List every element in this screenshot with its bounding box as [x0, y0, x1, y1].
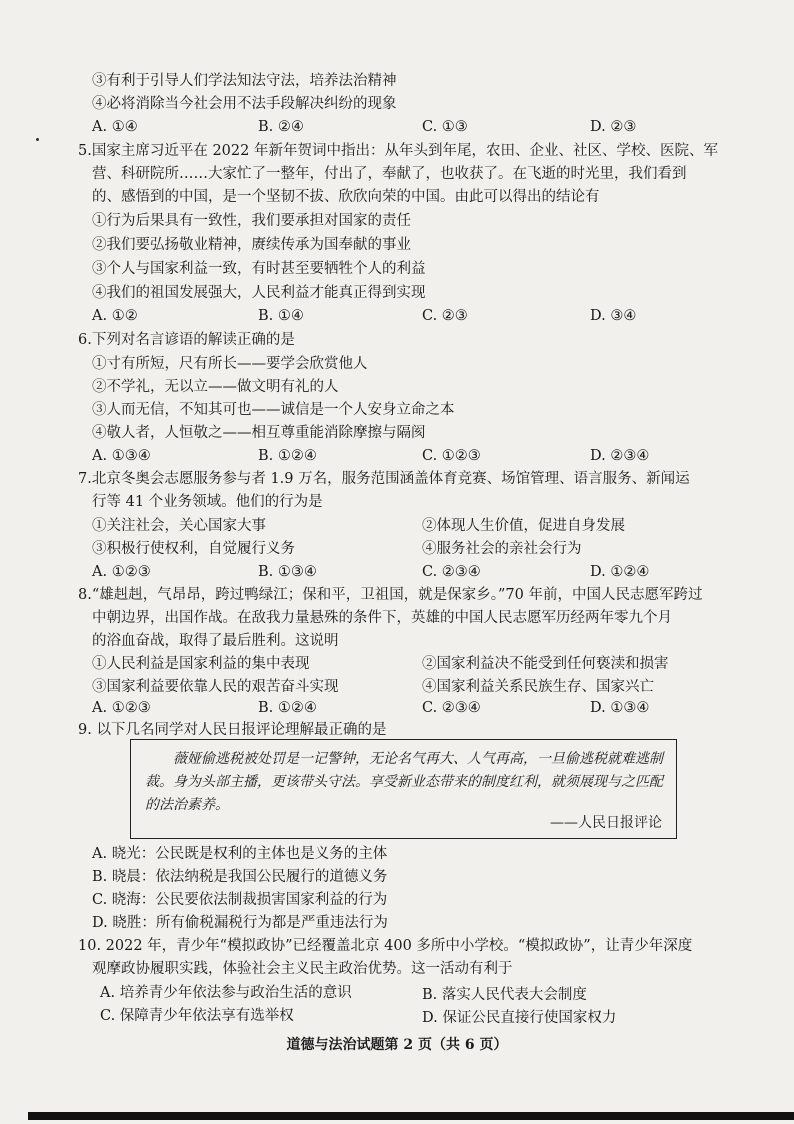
- q6-choice-b: B. ①②④: [258, 448, 317, 464]
- q9-choice-c: C. 晓海：公民要依法制裁损害国家利益的行为: [92, 892, 388, 908]
- quote-box: [130, 739, 677, 839]
- q7-option-3: ③积极行使权利，自觉履行义务: [92, 541, 295, 557]
- q6-option-4: ④敬人者，人恒敬之——相互尊重能消除摩擦与隔阂: [92, 425, 426, 441]
- page-footer: 道德与法治试题第 2 页（共 6 页）: [286, 1037, 508, 1053]
- q7-choice-d: D. ①②④: [590, 564, 650, 580]
- q9-choice-d: D. 晓胜：所有偷税漏税行为都是严重违法行为: [92, 915, 388, 931]
- q5-choice-d: D. ③④: [590, 308, 637, 324]
- q10-choice-a: A. 培养青少年依法参与政治生活的意识: [100, 985, 352, 1001]
- prev-choice-a: A. ①④: [92, 119, 138, 135]
- q8-stem-line-2: 中朝边界，出国作战。在敌我力量悬殊的条件下，英雄的中国人民志愿军历经两年零九个月: [92, 610, 672, 626]
- q9-choice-a: A. 晓光：公民既是权利的主体也是义务的主体: [92, 846, 388, 862]
- prev-choice-c: C. ①③: [422, 119, 468, 135]
- q7-choice-b: B. ①③④: [258, 564, 317, 580]
- q5-option-3: ③个人与国家利益一致，有时甚至要牺牲个人的利益: [92, 261, 426, 277]
- q5-option-4: ④我们的祖国发展强大，人民利益才能真正得到实现: [92, 285, 426, 301]
- q8-stem-line-3: 的浴血奋战，取得了最后胜利。这说明: [92, 633, 339, 649]
- prev-option-3: ③有利于引导人们学法知法守法，培养法治精神: [92, 73, 397, 89]
- q8-option-4: ④国家利益关系民族生存、国家兴亡: [422, 679, 654, 695]
- scan-speck: [36, 138, 39, 141]
- q7-choice-c: C. ②③④: [422, 564, 481, 580]
- prev-choice-d: D. ②③: [590, 119, 637, 135]
- q8-choice-a: A. ①②③: [92, 700, 151, 716]
- q8-option-1: ①人民利益是国家利益的集中表现: [92, 656, 310, 672]
- scan-edge-bar: [28, 1112, 794, 1120]
- prev-option-4: ④必将消除当今社会用不法手段解决纠纷的现象: [92, 96, 397, 112]
- q10-choice-c: C. 保障青少年依法享有选举权: [100, 1008, 294, 1024]
- q6-stem: 6.下列对名言谚语的解读正确的是: [78, 332, 295, 348]
- q5-option-2: ②我们要弘扬敬业精神，赓续传承为国奉献的事业: [92, 237, 411, 253]
- prev-choice-b: B. ②④: [258, 119, 304, 135]
- q8-option-2: ②国家利益决不能受到任何亵渎和损害: [422, 656, 669, 672]
- q5-option-1: ①行为后果具有一致性，我们要承担对国家的责任: [92, 213, 411, 229]
- q9-choice-b: B. 晓晨：依法纳税是我国公民履行的道德义务: [92, 869, 388, 885]
- q6-choice-a: A. ①③④: [92, 448, 151, 464]
- q8-choice-d: D. ①③④: [590, 700, 650, 716]
- q8-option-3: ③国家利益要依靠人民的艰苦奋斗实现: [92, 679, 339, 695]
- q7-stem-line-2: 行等 41 个业务领域。他们的行为是: [92, 494, 323, 510]
- q5-stem-line-3: 的、感悟到的中国，是一个坚韧不拔、欣欣向荣的中国。由此可以得出的结论有: [92, 189, 600, 205]
- q7-option-1: ①关注社会，关心国家大事: [92, 518, 266, 534]
- quote-text: 薇娅偷逃税被处罚是一记警钟，无论名气再大、人气再高，一旦偷逃税就难逃制裁。身为头部主播，更该带头守法。享受新业态带来的制度红利，就须展现与之匹配的法治素养。: [145, 751, 663, 813]
- q6-choice-d: D. ②③④: [590, 448, 650, 464]
- q5-stem-line-1: 5.国家主席习近平在 2022 年新年贺词中指出：从年头到年尾，农田、企业、社区、学校、医院、军: [78, 143, 718, 159]
- q7-option-4: ④服务社会的亲社会行为: [422, 541, 582, 557]
- q9-stem: 9. 以下几名同学对人民日报评论理解最正确的是: [78, 722, 387, 738]
- q6-option-3: ③人而无信，不知其可也——诚信是一个人安身立命之本: [92, 402, 455, 418]
- q5-choice-b: B. ①④: [258, 308, 304, 324]
- q8-stem-line-1: 8.“雄赳赳，气昂昂，跨过鸭绿江；保和平，卫祖国，就是保家乡。”70 年前，中国人民志愿军跨过: [78, 587, 703, 603]
- q10-stem-line-1: 10. 2022 年，青少年“模拟政协”已经覆盖北京 400 多所中小学校。“模拟政协”，让青少年深度: [78, 938, 693, 954]
- q6-option-1: ①寸有所短，尺有所长——要学会欣赏他人: [92, 356, 368, 372]
- q10-stem-line-2: 观摩政协履职实践，体验社会主义民主政治优势。这一活动有利于: [92, 961, 513, 977]
- q5-choice-c: C. ②③: [422, 308, 468, 324]
- q8-choice-c: C. ②③④: [422, 700, 481, 716]
- q8-choice-b: B. ①②④: [258, 700, 317, 716]
- q7-choice-a: A. ①②③: [92, 564, 151, 580]
- q10-choice-b: B. 落实人民代表大会制度: [422, 987, 587, 1003]
- q6-choice-c: C. ①②③: [422, 448, 481, 464]
- q5-choice-a: A. ①②: [92, 308, 138, 324]
- quote-source: ——人民日报评论: [550, 815, 662, 831]
- q5-stem-line-2: 营、科研院所……大家忙了一整年，付出了，奉献了，也收获了。在飞逝的时光里，我们看到: [92, 166, 687, 182]
- q6-option-2: ②不学礼，无以立——做文明有礼的人: [92, 379, 339, 395]
- q7-stem-line-1: 7.北京冬奥会志愿服务参与者 1.9 万名，服务范围涵盖体育竞赛、场馆管理、语言服务、新闻运: [78, 471, 690, 487]
- q7-option-2: ②体现人生价值，促进自身发展: [422, 518, 625, 534]
- q10-choice-d: D. 保证公民直接行使国家权力: [422, 1010, 617, 1026]
